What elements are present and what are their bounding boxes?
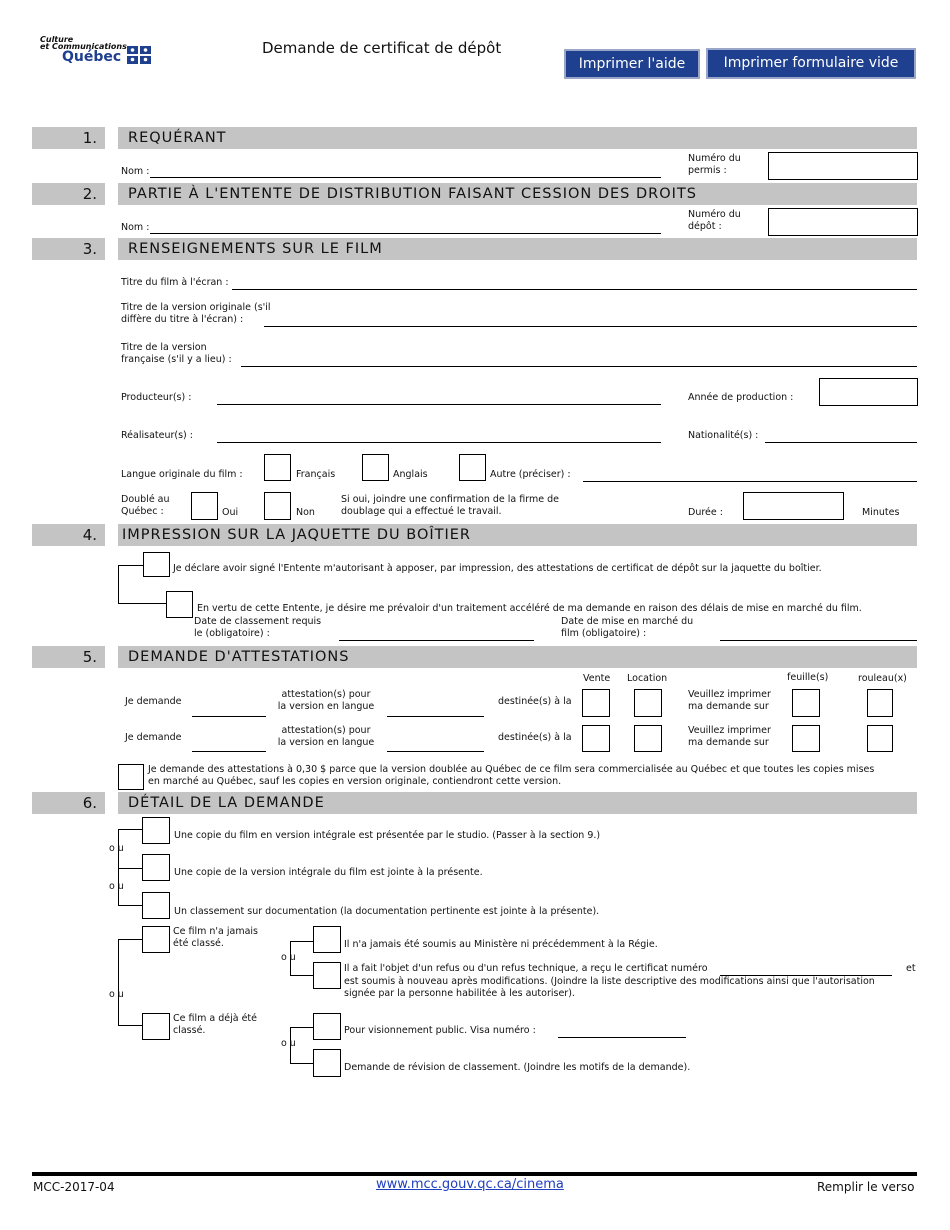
logo-line2: et Communications [40, 42, 127, 51]
partie-name-field[interactable] [150, 233, 661, 234]
duration-label: Durée : [688, 507, 723, 518]
section-1-number: 1. [32, 127, 105, 149]
sheets-checkbox-2[interactable] [792, 725, 820, 752]
rental-checkbox-1[interactable] [634, 689, 662, 717]
requerant-name-label: Nom : [121, 166, 150, 177]
other-language-checkbox[interactable] [459, 454, 486, 481]
website-link[interactable]: www.mcc.gouv.qc.ca/cinema [376, 1177, 564, 1192]
footer-rule [32, 1172, 917, 1176]
rolls-checkbox-2[interactable] [867, 725, 893, 752]
fill-verso-note: Remplir le verso [817, 1180, 915, 1194]
minutes-label: Minutes [862, 507, 900, 518]
logo [40, 36, 160, 68]
agreement-signed-text: Je déclare avoir signé l'Entente m'autorisant à apposer, par impression, des attestations de certificat de dépôt sur la jaquette du boîtier. [173, 563, 822, 574]
or-label-5: ou [281, 1038, 299, 1049]
reduced-fee-text: Je demande des attestations à 0,30 $ parce que la version doublée au Québec de ce film sera commercialisée au Québec et que toutes les copies mises en marché au Québec, sauf les copies en version originale, contiendront cette version. [148, 764, 875, 787]
permit-number-field[interactable] [768, 152, 918, 180]
print-help-button[interactable]: Imprimer l'aide [564, 49, 700, 79]
dubbed-no-checkbox[interactable] [264, 492, 291, 520]
requerant-name-field[interactable] [150, 177, 661, 178]
fast-track-checkbox[interactable] [166, 591, 193, 618]
fleur-de-lis-flag-icon [127, 46, 151, 64]
section-5-number: 5. [32, 646, 105, 668]
original-title-label: Titre de la version originale (s'il diffère du titre à l'écran) : [121, 302, 271, 325]
attestation-count-field-2[interactable] [192, 751, 266, 752]
refused-text-and: et [906, 963, 916, 974]
attestation-count-field-1[interactable] [192, 716, 266, 717]
never-classified-checkbox[interactable] [142, 926, 170, 953]
or-label-1: ou [109, 843, 127, 854]
section-1-title: REQUÉRANT [118, 127, 917, 149]
section-3-number: 3. [32, 238, 105, 260]
attestation-version-label-2: attestation(s) pour la version en langue [277, 725, 375, 748]
french-label: Français [296, 469, 336, 480]
director-field[interactable] [217, 442, 661, 443]
section-6-title: DÉTAIL DE LA DEMANDE [118, 792, 917, 814]
documentation-text: Un classement sur documentation (la documentation pertinente est jointe à la présente). [174, 906, 600, 917]
attached-copy-text: Une copie de la version intégrale du film est jointe à la présente. [174, 867, 483, 878]
refused-text-b: est soumis à nouveau après modifications. (Joindre la liste descriptive des modifications ainsi que l'autorisation signée par la personne habilitée à les autoriser). [344, 976, 875, 999]
producer-field[interactable] [217, 404, 661, 405]
dubbed-yes-label: Oui [222, 507, 239, 518]
fast-track-text: En vertu de cette Entente, je désire me prévaloir d'un traitement accéléré de ma demande en raison des délais de mise en marché du film. [197, 603, 862, 614]
refused-text-a: Il a fait l'objet d'un refus ou d'un refus technique, a reçu le certificat numéro [344, 963, 708, 974]
studio-copy-text: Une copie du film en version intégrale est présentée par le studio. (Passer à la section 9.) [174, 830, 601, 841]
deposit-number-label: Numéro du dépôt : [688, 209, 741, 232]
request-label-2: Je demande [125, 732, 182, 743]
market-date-label: Date de mise en marché du film (obligatoire) : [561, 616, 694, 639]
french-title-field[interactable] [241, 366, 917, 367]
sheets-column-header: feuille(s) [787, 672, 829, 683]
rental-column-header: Location [627, 673, 668, 684]
never-classified-label: Ce film n'a jamais été classé. [173, 926, 258, 949]
already-classified-label: Ce film a déjà été classé. [173, 1013, 258, 1036]
permit-number-label: Numéro du permis : [688, 153, 741, 176]
classification-date-label: Date de classement requis le (obligatoire) : [194, 616, 322, 639]
documentation-checkbox[interactable] [142, 892, 170, 919]
or-label-4: ou [281, 952, 299, 963]
sale-checkbox-1[interactable] [582, 689, 610, 717]
director-label: Réalisateur(s) : [121, 430, 193, 441]
agreement-signed-checkbox[interactable] [143, 552, 170, 577]
market-date-field[interactable] [720, 640, 917, 641]
english-checkbox[interactable] [362, 454, 389, 481]
request-label-1: Je demande [125, 696, 182, 707]
other-language-field[interactable] [583, 481, 917, 482]
deposit-number-field[interactable] [768, 208, 918, 236]
nationality-field[interactable] [765, 442, 917, 443]
or-label-2: ou [109, 881, 127, 892]
other-language-label: Autre (préciser) : [490, 469, 571, 480]
revision-checkbox[interactable] [313, 1049, 341, 1077]
dubbed-yes-checkbox[interactable] [191, 492, 218, 520]
partie-name-label: Nom : [121, 222, 150, 233]
classification-date-field[interactable] [339, 640, 534, 641]
attestation-version-label-1: attestation(s) pour la version en langue [277, 689, 375, 712]
section-5-title: DEMANDE D'ATTESTATIONS [118, 646, 917, 668]
sale-checkbox-2[interactable] [582, 725, 610, 752]
screen-title-label: Titre du film à l'écran : [121, 277, 229, 288]
print-on-label-2: Veuillez imprimer ma demande sur [688, 725, 771, 748]
form-code: MCC-2017-04 [33, 1180, 115, 1194]
production-year-label: Année de production : [688, 392, 794, 403]
print-on-label-1: Veuillez imprimer ma demande sur [688, 689, 771, 712]
dubbed-no-label: Non [296, 507, 315, 518]
section-4-number: 4. [32, 524, 105, 546]
nationality-label: Nationalité(s) : [688, 430, 759, 441]
rolls-column-header: rouleau(x) [858, 673, 907, 684]
original-title-field[interactable] [264, 326, 917, 327]
production-year-field[interactable] [819, 378, 918, 406]
attached-copy-checkbox[interactable] [142, 854, 170, 881]
dubbing-note: Si oui, joindre une confirmation de la firme de doublage qui a effectué le travail. [341, 494, 559, 517]
duration-field[interactable] [743, 492, 844, 520]
print-blank-form-button[interactable]: Imprimer formulaire vide [706, 48, 916, 79]
section-3-title: RENSEIGNEMENTS SUR LE FILM [118, 238, 917, 260]
dubbed-label: Doublé au Québec : [121, 494, 170, 517]
reduced-fee-checkbox[interactable] [118, 764, 144, 790]
section-2-title: PARTIE À L'ENTENTE DE DISTRIBUTION FAISANT CESSION DES DROITS [118, 183, 917, 205]
producer-label: Producteur(s) : [121, 392, 192, 403]
or-label-3: ou [109, 989, 127, 1000]
studio-copy-checkbox[interactable] [142, 817, 170, 844]
public-viewing-checkbox[interactable] [313, 1013, 341, 1040]
english-label: Anglais [393, 469, 428, 480]
revision-text: Demande de révision de classement. (Joindre les motifs de la demande). [344, 1062, 691, 1073]
logo-line1: Culture [40, 35, 74, 44]
never-submitted-text: Il n'a jamais été soumis au Ministère ni précédemment à la Régie. [344, 939, 658, 950]
refused-checkbox[interactable] [313, 962, 341, 989]
sale-column-header: Vente [583, 673, 611, 684]
screen-title-field[interactable] [232, 289, 917, 290]
rental-checkbox-2[interactable] [634, 725, 662, 752]
section-6-bracket-3 [118, 939, 144, 1026]
already-classified-checkbox[interactable] [142, 1013, 170, 1040]
visa-number-field[interactable] [558, 1037, 686, 1038]
language-field-1[interactable] [387, 716, 484, 717]
sheets-checkbox-1[interactable] [792, 689, 820, 717]
french-checkbox[interactable] [264, 454, 291, 481]
french-title-label: Titre de la version française (s'il y a lieu) : [121, 342, 232, 365]
original-language-label: Langue originale du film : [121, 469, 243, 480]
logo-line3: Québec [62, 49, 122, 65]
public-viewing-text: Pour visionnement public. Visa numéro : [344, 1025, 536, 1036]
never-submitted-checkbox[interactable] [313, 926, 341, 953]
section-2-number: 2. [32, 183, 105, 205]
section-4-title: IMPRESSION SUR LA JAQUETTE DU BOÎTIER [118, 524, 917, 546]
section-6-number: 6. [32, 792, 105, 814]
rolls-checkbox-1[interactable] [867, 689, 893, 717]
destined-label-1: destinée(s) à la [498, 696, 572, 707]
page-title: Demande de certificat de dépôt [262, 39, 502, 57]
destined-label-2: destinée(s) à la [498, 732, 572, 743]
language-field-2[interactable] [387, 751, 484, 752]
